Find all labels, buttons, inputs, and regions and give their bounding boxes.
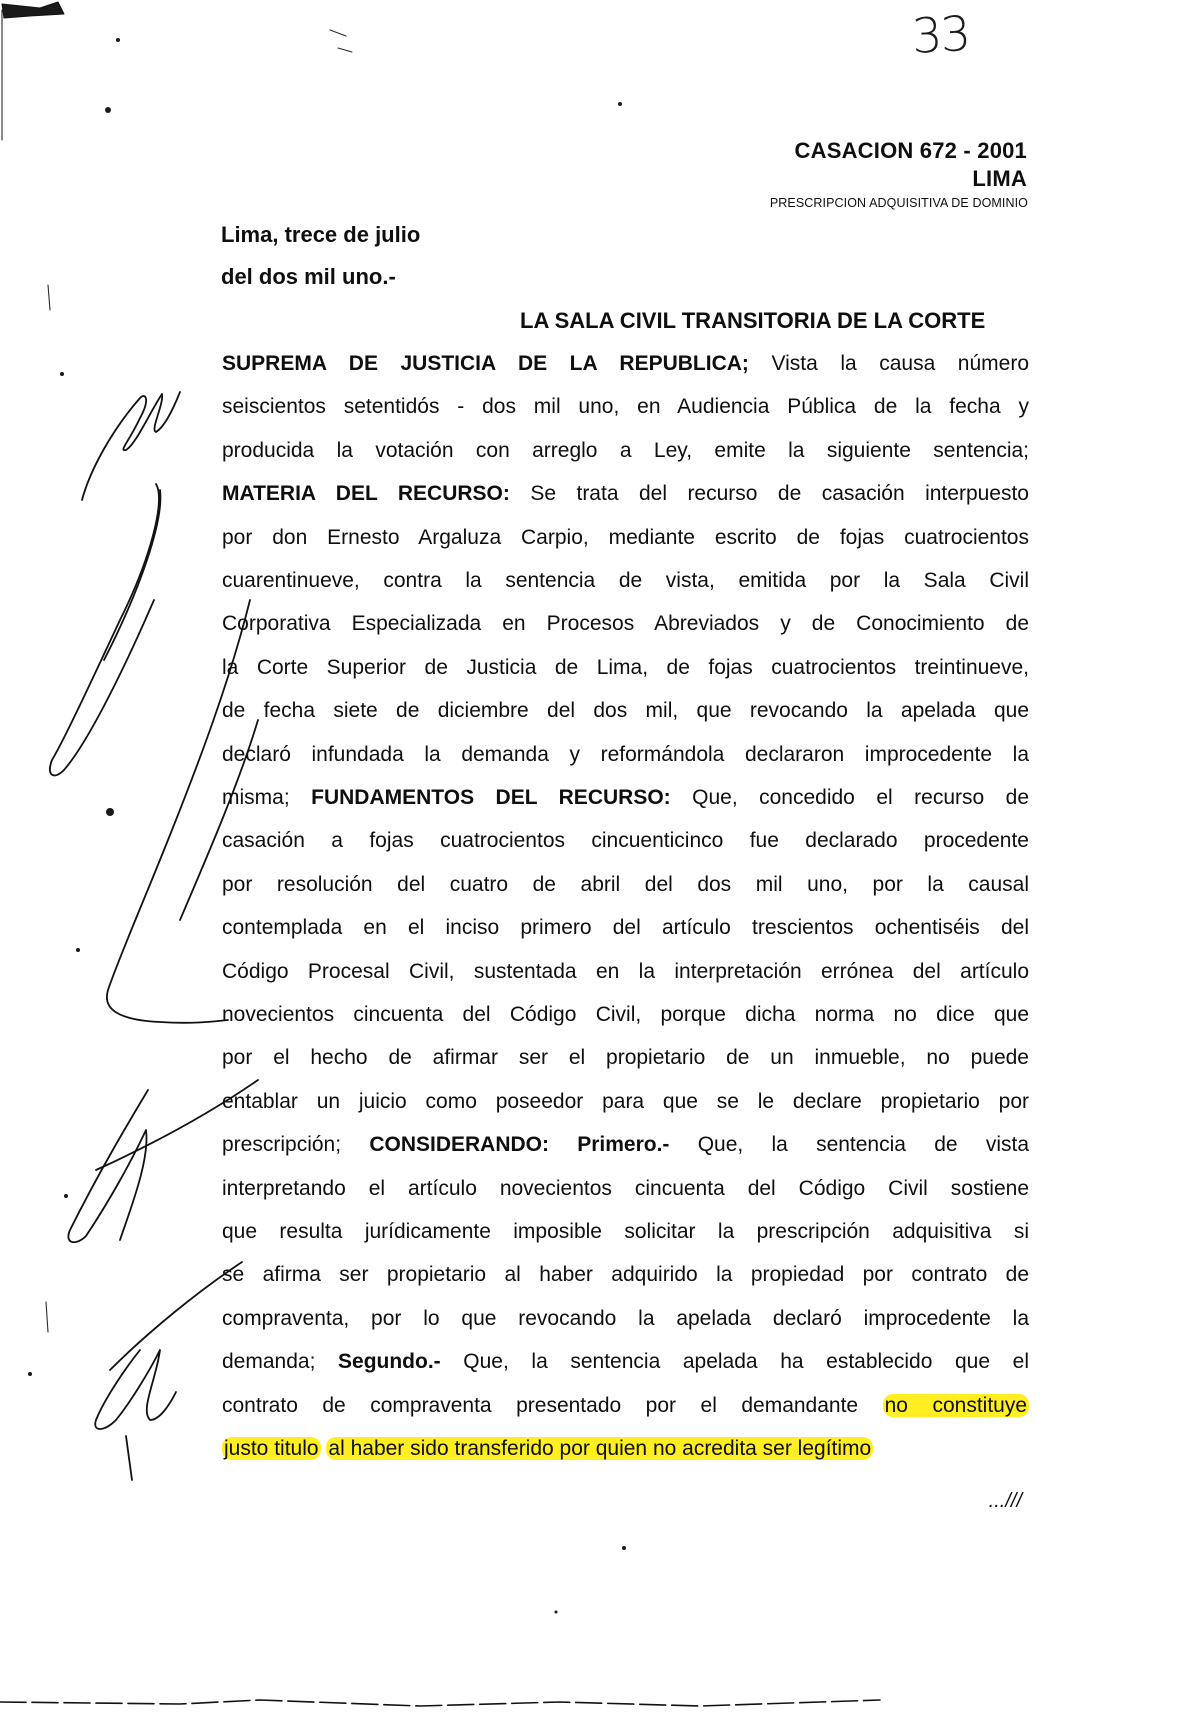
text-segment: compraventa, por lo que revocando la apelada declaró improcedente la — [222, 1307, 1029, 1330]
text-segment: seiscientos setentidós - dos mil uno, en Audiencia Pública de la fecha y — [222, 395, 1029, 418]
initials-signature-1 — [82, 392, 180, 500]
mark-3 — [330, 30, 352, 52]
text-segment: entablar un juicio como poseedor para que se le declare propietario por — [222, 1090, 1029, 1113]
speck — [116, 38, 120, 42]
date-line-2: del dos mil uno.- — [221, 264, 396, 289]
text-segment: Que, la sentencia de vista — [669, 1133, 1030, 1156]
bold-text: MATERIA DEL RECURSO: — [222, 482, 510, 505]
highlighted-text: justo titulo — [224, 1437, 319, 1460]
text-segment: misma; — [222, 786, 312, 809]
text-segment: por resolución del cuatro de abril del dos mil uno, por la causal — [222, 873, 1029, 896]
speck — [618, 102, 622, 106]
date-line-1: Lima, trece de julio — [221, 222, 421, 247]
text-segment: por don Ernesto Argaluza Carpio, mediante escrito de fojas cuatrocientos — [222, 526, 1029, 549]
text-segment: prescripción; — [222, 1133, 370, 1156]
bold-text: CONSIDERANDO: Primero.- — [369, 1133, 670, 1156]
signature-2 — [68, 1090, 148, 1242]
speck — [64, 1194, 68, 1198]
mark-2 — [46, 1302, 48, 1332]
text-segment: contrato de compraventa presentado por el demandante — [222, 1394, 883, 1417]
signature-3-cross — [110, 1262, 242, 1370]
text-segment: contemplada en el inciso primero del artículo trescientos ochentiséis del — [222, 916, 1029, 939]
text-segment: que resulta jurídicamente imposible solicitar la prescripción adquisitiva si — [222, 1220, 1029, 1243]
court-heading: LA SALA CIVIL TRANSITORIA DE LA CORTE — [520, 308, 986, 333]
text-segment: la Corte Superior de Justicia de Lima, de fojas cuatrocientos treintinueve, — [222, 656, 1029, 679]
signature-3 — [95, 1350, 176, 1429]
highlighted-text: no constituye — [884, 1394, 1028, 1417]
text-segment: casación a fojas cuatrocientos cincuenticinco fue declarado procedente — [222, 829, 1029, 852]
flourish-stroke-3 — [107, 600, 250, 1023]
flourish-stroke-4 — [180, 720, 258, 920]
text-segment: Vista la causa número — [748, 352, 1029, 375]
text-segment: por el hecho de afirmar ser el propietario de un inmueble, no puede — [222, 1046, 1029, 1069]
text-segment: declaró infundada la demanda y reformándola declararon improcedente la — [222, 743, 1029, 766]
bold-text: FUNDAMENTOS DEL RECURSO: — [311, 786, 671, 809]
scan-edge — [0, 1700, 880, 1706]
speck — [28, 1372, 32, 1376]
mark-1 — [48, 285, 50, 310]
speck — [105, 107, 111, 113]
signature-3-tail — [126, 1436, 132, 1480]
bold-text: Segundo.- — [338, 1350, 441, 1373]
text-segment: Se trata del recurso de casación interpuesto — [509, 482, 1029, 505]
speck — [106, 808, 114, 816]
text-segment: demanda; — [222, 1350, 339, 1373]
speck — [60, 372, 64, 376]
text-segment: cuarentinueve, contra la sentencia de vista, emitida por la Sala Civil — [222, 569, 1029, 592]
speck — [76, 948, 80, 952]
text-segment: Que, concedido el recurso de — [670, 786, 1029, 809]
bold-text: SUPREMA DE JUSTICIA DE LA REPUBLICA; — [222, 352, 749, 375]
text-segment: Corporativa Especializada en Procesos Abreviados y de Conocimiento de — [222, 612, 1029, 635]
case-city: LIMA — [972, 166, 1027, 191]
text-segment: Que, la sentencia apelada ha establecido que el — [440, 1350, 1029, 1373]
flourish-stroke-1 — [50, 484, 159, 775]
text-segment: interpretando el artículo novecientos cincuenta del Código Civil sostiene — [222, 1177, 1029, 1200]
text-segment: se afirma ser propietario al haber adquirido la propiedad por contrato de — [222, 1263, 1029, 1286]
text-segment: novecientos cincuenta del Código Civil, porque dicha norma no dice que — [222, 1003, 1029, 1026]
corner-smudge — [2, 2, 64, 18]
text-segment: Código Procesal Civil, sustentada en la interpretación errónea del artículo — [222, 960, 1029, 983]
speck — [622, 1546, 626, 1550]
continuation-mark: .../// — [988, 1490, 1022, 1512]
signature-2-cross — [96, 1080, 258, 1170]
case-subject: PRESCRIPCION ADQUISITIVA DE DOMINIO — [769, 196, 1028, 210]
highlighted-text: al haber sido transferido por quien no acredita ser legítimo — [328, 1437, 872, 1460]
speck — [555, 1611, 558, 1614]
case-number: CASACION 672 - 2001 — [794, 138, 1027, 163]
text-segment: producida la votación con arreglo a Ley, emite la siguiente sentencia; — [222, 439, 1029, 462]
text-segment: de fecha siete de diciembre del dos mil, que revocando la apelada que — [222, 699, 1029, 722]
handwritten-page-number: 33 — [910, 5, 971, 65]
